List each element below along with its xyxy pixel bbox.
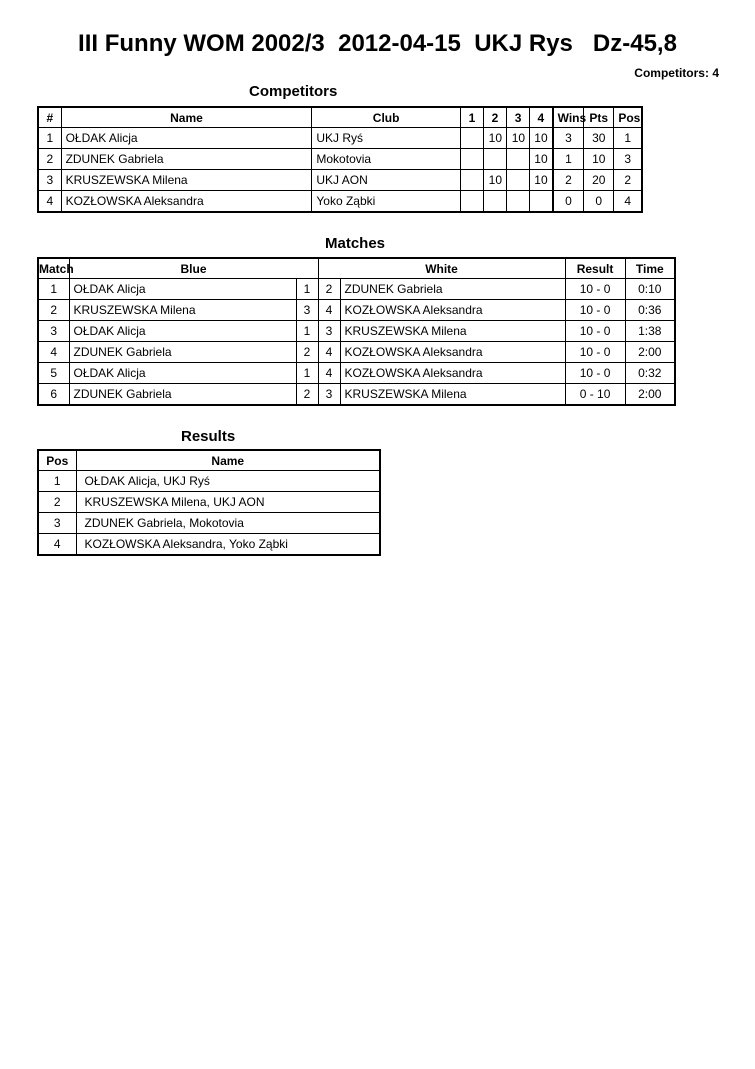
competitor-club: UKJ AON <box>312 170 460 191</box>
pos-cell: 2 <box>614 170 642 191</box>
competitor-num: 4 <box>38 191 61 213</box>
white-num: 4 <box>318 363 340 384</box>
col-wins: Wins <box>553 107 584 128</box>
match-result: 10 - 0 <box>565 342 625 363</box>
results-heading: Results <box>181 428 236 445</box>
score-cell: 10 <box>530 170 553 191</box>
score-cell <box>460 149 483 170</box>
blue-name: OŁDAK Alicja <box>69 363 296 384</box>
white-name: KOZŁOWSKA Aleksandra <box>340 300 565 321</box>
competitor-club: Mokotovia <box>312 149 460 170</box>
col-pos: Pos <box>614 107 642 128</box>
competitor-num: 1 <box>38 128 61 149</box>
match-time: 0:32 <box>625 363 675 384</box>
col-score-3: 3 <box>507 107 530 128</box>
score-cell <box>460 191 483 213</box>
white-name: KRUSZEWSKA Milena <box>340 384 565 406</box>
competitor-num: 3 <box>38 170 61 191</box>
pos-cell: 4 <box>614 191 642 213</box>
competitor-club: UKJ Ryś <box>312 128 460 149</box>
match-result: 10 - 0 <box>565 279 625 300</box>
match-time: 1:38 <box>625 321 675 342</box>
pos-cell: 1 <box>614 128 642 149</box>
competitors-count-label: Competitors: <box>634 66 709 80</box>
competitors-count <box>634 66 719 80</box>
score-cell <box>483 191 506 213</box>
matches-table <box>37 257 676 406</box>
table-row <box>38 534 380 556</box>
score-cell <box>460 128 483 149</box>
table-row <box>38 300 675 321</box>
score-cell <box>460 170 483 191</box>
result-pos: 3 <box>38 513 76 534</box>
match-num: 2 <box>38 300 69 321</box>
score-cell <box>507 170 530 191</box>
match-time: 0:36 <box>625 300 675 321</box>
page-title: III Funny WOM 2002/3 2012-04-15 UKJ Rys Dz-45,8 <box>78 30 677 57</box>
result-pos: 2 <box>38 492 76 513</box>
white-name: KOZŁOWSKA Aleksandra <box>340 342 565 363</box>
result-name: ZDUNEK Gabriela, Mokotovia <box>76 513 380 534</box>
table-row <box>38 342 675 363</box>
table-row <box>38 128 642 149</box>
competitor-name: ZDUNEK Gabriela <box>61 149 312 170</box>
match-result: 10 - 0 <box>565 321 625 342</box>
competitor-name: OŁDAK Alicja <box>61 128 312 149</box>
table-row <box>38 384 675 406</box>
table-row <box>38 513 380 534</box>
result-pos: 4 <box>38 534 76 556</box>
score-cell <box>483 149 506 170</box>
match-time: 0:10 <box>625 279 675 300</box>
blue-num: 2 <box>296 342 318 363</box>
match-time: 2:00 <box>625 384 675 406</box>
col-name: Name <box>76 450 380 471</box>
table-row <box>38 279 675 300</box>
blue-name: KRUSZEWSKA Milena <box>69 300 296 321</box>
col-result: Result <box>565 258 625 279</box>
blue-name: OŁDAK Alicja <box>69 321 296 342</box>
score-cell: 10 <box>507 128 530 149</box>
blue-name: OŁDAK Alicja <box>69 279 296 300</box>
score-cell: 10 <box>530 128 553 149</box>
white-num: 2 <box>318 279 340 300</box>
col-club: Club <box>312 107 460 128</box>
pts-cell: 20 <box>584 170 614 191</box>
competitors-table <box>37 106 643 213</box>
results-table <box>37 449 381 556</box>
match-num: 4 <box>38 342 69 363</box>
blue-name: ZDUNEK Gabriela <box>69 384 296 406</box>
blue-num: 1 <box>296 321 318 342</box>
competitor-name: KOZŁOWSKA Aleksandra <box>61 191 312 213</box>
matches-heading: Matches <box>325 235 386 252</box>
table-row <box>38 492 380 513</box>
col-name: Name <box>61 107 312 128</box>
results-header-row <box>38 450 380 471</box>
col-white: White <box>318 258 565 279</box>
matches-header-row <box>38 258 675 279</box>
col-num: # <box>38 107 61 128</box>
white-num: 3 <box>318 321 340 342</box>
match-time: 2:00 <box>625 342 675 363</box>
blue-num: 2 <box>296 384 318 406</box>
competitors-header-row <box>38 107 642 128</box>
result-name: OŁDAK Alicja, UKJ Ryś <box>76 471 380 492</box>
score-cell: 10 <box>530 149 553 170</box>
col-blue: Blue <box>69 258 318 279</box>
score-cell <box>530 191 553 213</box>
pts-cell: 0 <box>584 191 614 213</box>
table-row <box>38 170 642 191</box>
wins-cell: 3 <box>553 128 584 149</box>
pts-cell: 10 <box>584 149 614 170</box>
result-name: KRUSZEWSKA Milena, UKJ AON <box>76 492 380 513</box>
score-cell: 10 <box>483 170 506 191</box>
blue-num: 1 <box>296 363 318 384</box>
match-num: 5 <box>38 363 69 384</box>
table-row <box>38 363 675 384</box>
pts-cell: 30 <box>584 128 614 149</box>
col-pos: Pos <box>38 450 76 471</box>
white-name: KRUSZEWSKA Milena <box>340 321 565 342</box>
match-num: 6 <box>38 384 69 406</box>
competitor-club: Yoko Ząbki <box>312 191 460 213</box>
col-pts: Pts <box>584 107 614 128</box>
score-cell <box>507 191 530 213</box>
table-row <box>38 471 380 492</box>
blue-name: ZDUNEK Gabriela <box>69 342 296 363</box>
white-name: KOZŁOWSKA Aleksandra <box>340 363 565 384</box>
competitors-heading: Competitors <box>249 83 338 100</box>
competitor-name: KRUSZEWSKA Milena <box>61 170 312 191</box>
col-score-1: 1 <box>460 107 483 128</box>
wins-cell: 0 <box>553 191 584 213</box>
wins-cell: 1 <box>553 149 584 170</box>
white-num: 4 <box>318 300 340 321</box>
white-num: 4 <box>318 342 340 363</box>
blue-num: 3 <box>296 300 318 321</box>
table-row <box>38 149 642 170</box>
col-match: Match <box>38 258 69 279</box>
score-cell: 10 <box>483 128 506 149</box>
match-result: 10 - 0 <box>565 300 625 321</box>
match-result: 0 - 10 <box>565 384 625 406</box>
match-num: 3 <box>38 321 69 342</box>
match-result: 10 - 0 <box>565 363 625 384</box>
white-num: 3 <box>318 384 340 406</box>
col-score-2: 2 <box>483 107 506 128</box>
competitors-count-value: 4 <box>712 66 719 80</box>
wins-cell: 2 <box>553 170 584 191</box>
table-row <box>38 191 642 213</box>
result-pos: 1 <box>38 471 76 492</box>
score-cell <box>507 149 530 170</box>
blue-num: 1 <box>296 279 318 300</box>
white-name: ZDUNEK Gabriela <box>340 279 565 300</box>
result-name: KOZŁOWSKA Aleksandra, Yoko Ząbki <box>76 534 380 556</box>
col-time: Time <box>625 258 675 279</box>
competitor-num: 2 <box>38 149 61 170</box>
match-num: 1 <box>38 279 69 300</box>
col-score-4: 4 <box>530 107 553 128</box>
pos-cell: 3 <box>614 149 642 170</box>
table-row <box>38 321 675 342</box>
